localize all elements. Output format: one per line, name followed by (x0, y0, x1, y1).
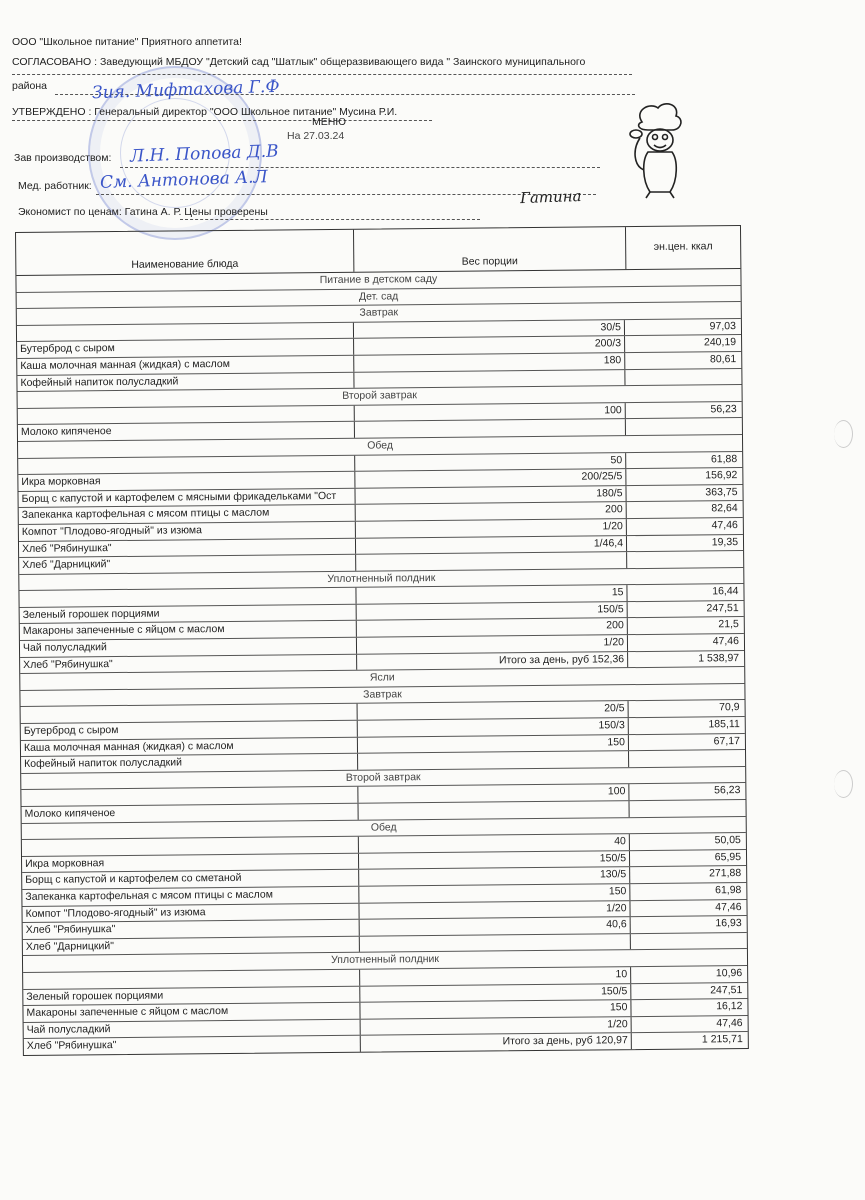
section-header-row: Обед (18, 435, 742, 459)
kcal-cell: 70,9 (719, 701, 740, 714)
kcal-cell: 47,46 (716, 1016, 743, 1030)
section-header-row: Уплотненный полдник (23, 949, 747, 973)
economist-line: Экономист по ценам: Гатина А. Р. Цены проверены (18, 206, 268, 218)
kcal-cell: 67,17 (713, 734, 740, 747)
kcal-cell: 82,64 (711, 502, 738, 515)
company-line: ООО "Школьное питание" Приятного аппетита! (12, 36, 242, 48)
kcal-cell: 97,03 (709, 319, 736, 333)
section-header-row: Обед (22, 817, 746, 841)
dish-name-cell: Молоко кипяченое (22, 804, 359, 823)
dish-name-cell: Запеканка картофельная с мясом птицы с маслом (19, 505, 356, 524)
kcal-cell: 185,11 (708, 718, 740, 731)
portion-weight-cell: 150 (359, 884, 630, 902)
portion-weight-cell: 15 (356, 585, 627, 603)
dish-name-cell: Хлеб "Дарницкий" (23, 936, 360, 955)
kcal-cell (625, 369, 741, 386)
kcal-cell (629, 750, 745, 767)
dish-name-cell: Зеленый горошек порциями (23, 986, 360, 1005)
economist-signature: Гатина (519, 186, 582, 208)
production-head-line (120, 167, 600, 168)
portion-weight-cell: 30/5 (354, 320, 625, 338)
table-body (16, 269, 747, 1055)
agreed-signature: Зия. Мифтахова Г.Ф (91, 76, 280, 104)
kcal-cell: 247,51 (710, 983, 743, 996)
table-header (16, 226, 740, 276)
dish-name-cell: Чай полусладкий (20, 638, 357, 657)
economist-underline (180, 219, 480, 220)
dish-name-cell (22, 837, 359, 856)
agreed-underline (12, 74, 632, 75)
dish-name-cell: Запеканка картофельная с мясом птицы с маслом (22, 887, 359, 906)
kcal-cell: 16,12 (716, 1000, 743, 1013)
portion-weight-cell: 10 (360, 967, 631, 985)
portion-weight-cell: 1/20 (357, 635, 628, 653)
portion-weight-cell (356, 552, 627, 570)
kcal-cell: 363,75 (705, 485, 738, 499)
kcal-cell: 80,61 (709, 353, 737, 366)
kcal-cell: 21,5 (718, 618, 739, 631)
punch-hole (834, 420, 853, 448)
kcal-cell: 61,88 (710, 452, 738, 465)
dish-name-cell: Борщ с капустой и картофелем с мясными фрикадельками "Ост (18, 488, 355, 507)
portion-weight-cell (358, 751, 629, 769)
portion-weight-cell: 1/46,4 (356, 536, 627, 554)
section-header-row: Завтрак (20, 684, 744, 708)
agreed-line: СОГЛАСОВАНО : Заведующий МБДОУ "Детский сад "Шатлык" общеразвивающего вида " Заинского муниципального (12, 56, 586, 68)
dish-name-cell: Компот "Плодово-ягодный" из изюма (19, 522, 356, 541)
dish-name-cell: Компот "Плодово-ягодный" из изюма (22, 903, 359, 922)
kcal-cell: 247,51 (706, 601, 739, 615)
portion-weight-cell: 150/5 (360, 984, 631, 1002)
dish-name-cell: Каша молочная манная (жидкая) с маслом (17, 356, 354, 375)
portion-weight-cell: 200 (357, 619, 628, 637)
menu-table (15, 225, 749, 1056)
dish-name-cell (18, 455, 355, 474)
dish-name-cell: Макароны запеченные с яйцом с маслом (20, 621, 357, 640)
portion-weight-cell: Итого за день, руб 152,36 (357, 652, 628, 670)
dish-name-cell: Молоко кипяченое (18, 422, 355, 441)
dish-name-cell: Икра морковная (18, 472, 355, 491)
punch-hole (834, 770, 853, 798)
dish-name-cell: Хлеб "Рябинушка" (24, 1036, 361, 1055)
column-header-dish: Наименование блюда (16, 230, 354, 275)
portion-weight-cell: 20/5 (358, 702, 629, 720)
portion-weight-cell: 150/3 (358, 718, 629, 736)
dish-name-cell (17, 323, 354, 342)
section-header-row: Уплотненный полдник (19, 568, 743, 592)
kcal-cell: 47,46 (711, 518, 738, 532)
kcal-cell (631, 933, 747, 950)
dish-name-cell: Бутерброд с сыром (21, 721, 358, 740)
kcal-cell: 65,95 (714, 850, 742, 864)
dish-name-cell: Икра морковная (22, 854, 359, 873)
medic-label: Мед. работник: (18, 180, 92, 192)
menu-date: На 27.03.24 (287, 130, 345, 142)
portion-weight-cell: 100 (358, 785, 629, 803)
kcal-cell: 10,96 (715, 966, 743, 980)
kcal-cell: 271,88 (709, 867, 742, 880)
portion-weight-cell: 50 (355, 453, 626, 471)
dish-name-cell: Зеленый горошек порциями (20, 605, 357, 624)
section-header-row: Питание в детском саду (16, 269, 740, 293)
kcal-cell: 56,23 (710, 402, 737, 416)
section-header-row: Второй завтрак (18, 385, 742, 409)
portion-weight-cell: 150 (360, 1000, 631, 1018)
production-head-signature: Л.Н. Попова Д.В (129, 141, 279, 167)
kcal-cell: 16,93 (715, 917, 742, 930)
dish-name-cell: Хлеб "Рябинушка" (20, 654, 357, 673)
dish-name-cell (19, 588, 356, 607)
kcal-cell: 156,92 (705, 469, 738, 482)
dish-name-cell: Чай полусладкий (24, 1019, 361, 1038)
chef-mascot-icon (624, 100, 694, 200)
kcal-cell: 16,44 (712, 585, 739, 598)
portion-weight-cell: 200/3 (354, 337, 625, 355)
portion-weight-cell: 1/20 (356, 519, 627, 537)
kcal-cell (626, 418, 742, 435)
portion-weight-cell: 130/5 (359, 867, 630, 885)
agreed-line-district: района (12, 80, 48, 92)
kcal-cell: 61,98 (715, 884, 742, 897)
kcal-cell: 47,46 (712, 635, 740, 648)
portion-weight-cell: 1/20 (359, 901, 630, 919)
dish-name-cell: Каша молочная манная (жидкая) с маслом (21, 737, 358, 756)
portion-weight-cell (360, 934, 631, 952)
portion-weight-cell: Итого за день, руб 120,97 (361, 1033, 632, 1051)
portion-weight-cell: 200 (356, 502, 627, 520)
kcal-cell: 19,35 (711, 535, 739, 548)
dish-name-cell (18, 405, 355, 424)
dish-name-cell (21, 704, 358, 723)
dish-name-cell (21, 787, 358, 806)
portion-weight-cell (355, 419, 626, 437)
dish-name-cell: Хлеб "Дарницкий" (19, 555, 356, 574)
dish-name-cell: Кофейный напиток полусладкий (21, 754, 358, 773)
kcal-cell: 240,19 (703, 336, 737, 349)
dish-name-cell: Хлеб "Рябинушка" (23, 920, 360, 939)
kcal-cell (627, 551, 743, 568)
portion-weight-cell: 150/5 (359, 851, 630, 869)
kcal-cell: 1 215,71 (701, 1033, 743, 1046)
dish-name-cell: Макароны запеченные с яйцом с маслом (23, 1003, 360, 1022)
portion-weight-cell: 100 (355, 403, 626, 421)
dish-name-cell: Борщ с капустой и картофелем со сметаной (22, 870, 359, 889)
section-header-row: Ясли (20, 667, 744, 691)
portion-weight-cell: 180 (354, 353, 625, 371)
column-header-kcal: эн.цен. ккал (653, 239, 713, 253)
portion-weight-cell: 180/5 (355, 486, 626, 504)
dish-name-cell (23, 970, 360, 989)
kcal-cell: 1 538,97 (698, 651, 740, 665)
medic-signature: См. Антонова А.Л (99, 167, 268, 193)
portion-weight-cell: 200/25/5 (355, 469, 626, 487)
portion-weight-cell (359, 801, 630, 819)
portion-weight-cell (354, 370, 625, 388)
section-header-row: Дет. сад (17, 286, 741, 310)
kcal-cell: 47,46 (715, 900, 742, 913)
column-header-weight: Вес порции (354, 227, 626, 272)
menu-title: МЕНЮ (312, 116, 346, 128)
dish-name-cell: Бутерброд с сыром (17, 339, 354, 358)
portion-weight-cell: 150 (358, 735, 629, 753)
kcal-cell: 50,05 (714, 834, 741, 847)
section-header-row: Второй завтрак (21, 767, 745, 791)
approved-underline (12, 120, 432, 121)
portion-weight-cell: 1/20 (361, 1017, 632, 1035)
portion-weight-cell: 150/5 (357, 602, 628, 620)
dish-name-cell: Кофейный напиток полусладкий (17, 372, 354, 391)
approved-line: УТВЕРЖДЕНО : Генеральный директор "ООО Школьное питание" Мусина Р.И. (12, 106, 398, 118)
portion-weight-cell: 40 (359, 834, 630, 852)
portion-weight-cell: 40,6 (360, 917, 631, 935)
section-header-row: Завтрак (17, 302, 741, 326)
dish-name-cell: Хлеб "Рябинушка" (19, 538, 356, 557)
production-head-label: Зав производством: (14, 152, 112, 164)
kcal-cell (629, 800, 745, 817)
kcal-cell: 56,23 (714, 784, 741, 797)
